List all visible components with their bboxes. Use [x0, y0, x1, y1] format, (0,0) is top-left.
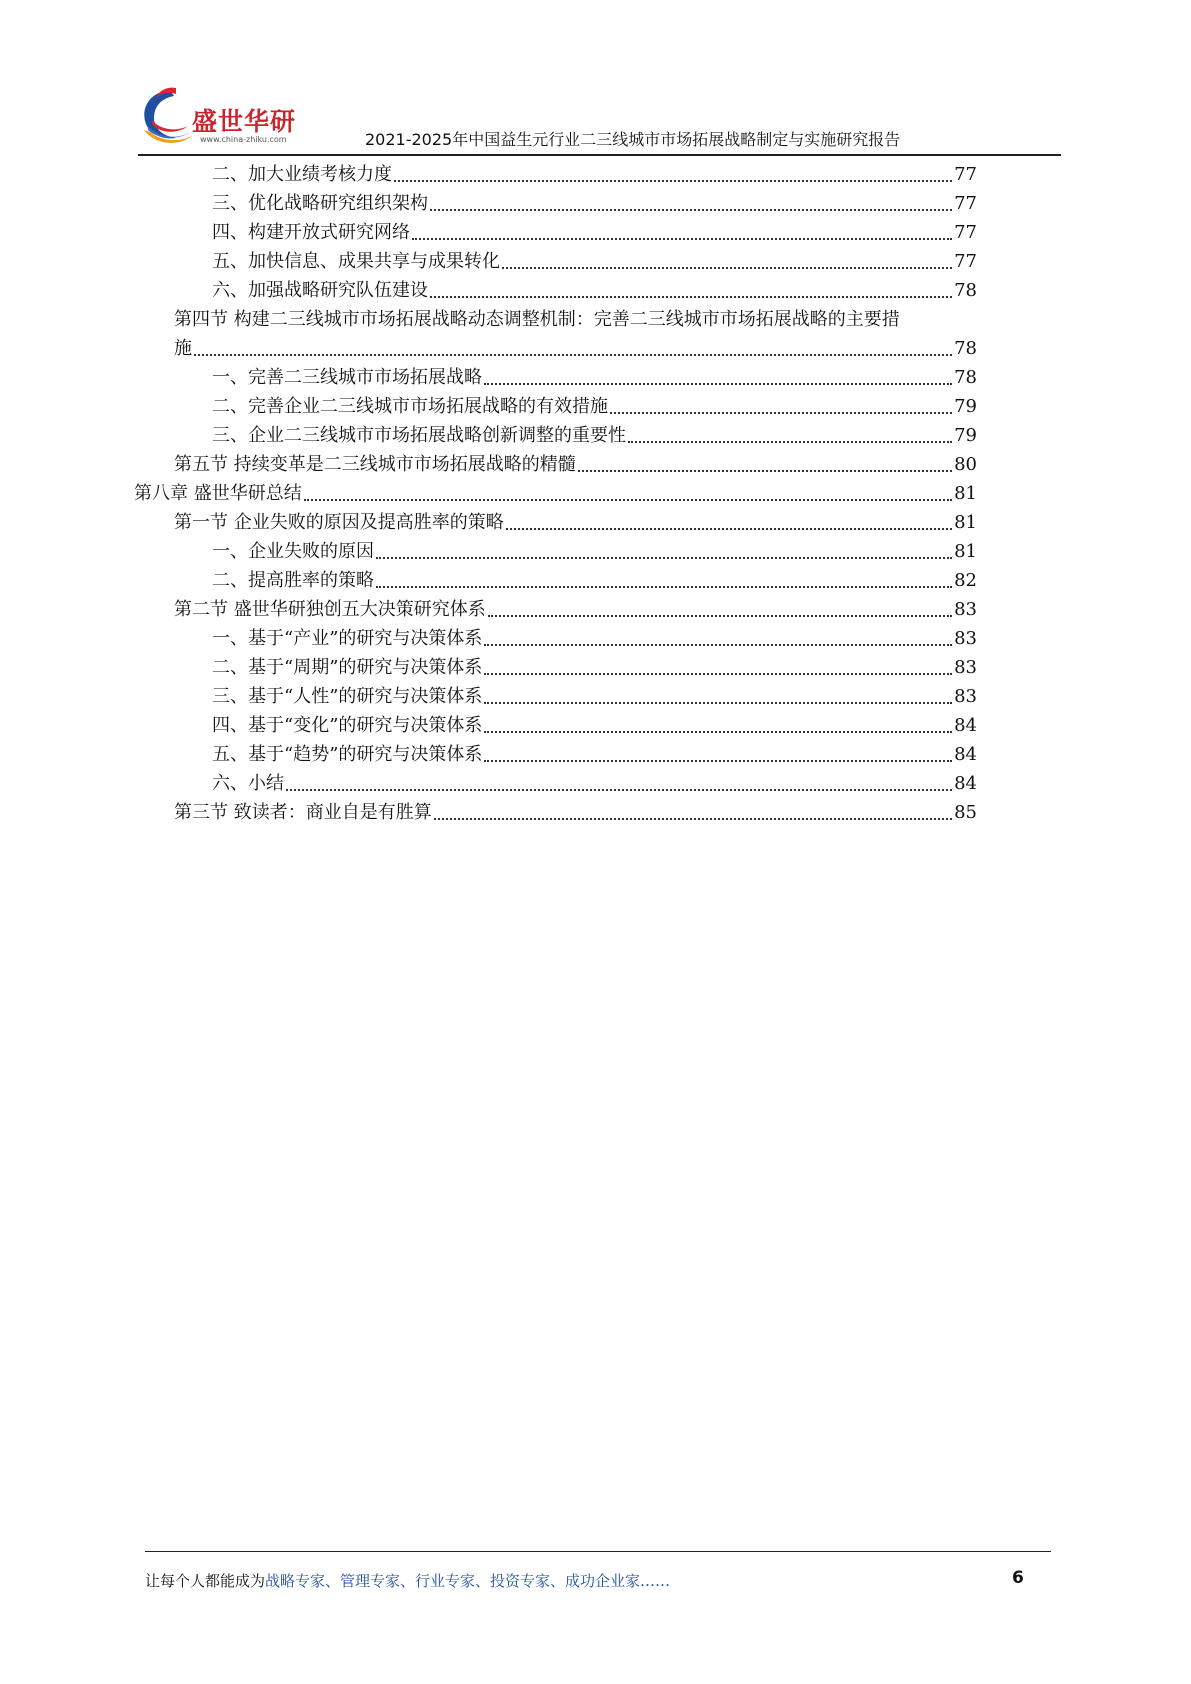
- toc-entry-title: 六、小结: [212, 773, 284, 794]
- toc-leader-dots: [484, 731, 952, 733]
- toc-entry-title: 四、基于“变化”的研究与决策体系: [212, 715, 483, 736]
- toc-entry[interactable]: [174, 595, 977, 625]
- toc-entry-page: 79: [954, 425, 977, 446]
- toc-entry[interactable]: [212, 421, 977, 451]
- toc-entry[interactable]: [212, 160, 977, 190]
- toc-entry-page: 83: [954, 599, 977, 620]
- toc-leader-dots: [488, 615, 952, 617]
- toc-entry-title: 二、完善企业二三线城市市场拓展战略的有效措施: [212, 396, 608, 417]
- toc-entry-title: 五、加快信息、成果共享与成果转化: [212, 251, 500, 272]
- toc-leader-dots: [194, 354, 952, 356]
- toc-entry[interactable]: [212, 392, 977, 422]
- footer-slogan-highlight: 战略专家、管理专家、行业专家、投资专家、成功企业家……: [265, 1572, 671, 1590]
- toc-entry-page: 83: [954, 686, 977, 707]
- toc-entry-title: 三、基于“人性”的研究与决策体系: [212, 686, 483, 707]
- toc-entry-page: 78: [954, 367, 977, 388]
- toc-entry[interactable]: [212, 682, 977, 712]
- toc-entry-page: 77: [954, 164, 977, 185]
- toc-entry-page: 81: [954, 512, 977, 533]
- toc-entry-page: 79: [954, 396, 977, 417]
- toc-leader-dots: [578, 470, 952, 472]
- logo-text: 盛世华研: [192, 107, 297, 136]
- toc-entry[interactable]: [174, 798, 977, 828]
- toc-leader-dots: [484, 644, 952, 646]
- toc-leader-dots: [394, 180, 952, 182]
- logo-swirl-icon: [140, 84, 200, 150]
- toc-leader-dots: [484, 702, 952, 704]
- toc-leader-dots: [412, 238, 952, 240]
- toc-entry-page: 83: [954, 657, 977, 678]
- toc-entry-title: 二、基于“周期”的研究与决策体系: [212, 657, 483, 678]
- toc-entry-title: 第一节 企业失败的原因及提高胜率的策略: [174, 512, 504, 533]
- toc-entry-title: 一、企业失败的原因: [212, 541, 374, 562]
- toc-leader-dots: [304, 499, 952, 501]
- toc-leader-dots: [286, 789, 952, 791]
- toc-leader-dots: [434, 818, 952, 820]
- toc-entry-page: 82: [954, 570, 977, 591]
- toc-entry-continuation: 施: [174, 338, 192, 359]
- toc-leader-dots: [376, 557, 952, 559]
- toc-entry[interactable]: [212, 276, 977, 306]
- toc-entry-title: 第二节 盛世华研独创五大决策研究体系: [174, 599, 486, 620]
- toc-entry-page: 77: [954, 193, 977, 214]
- toc-entry-title: 第三节 致读者：商业自是有胜算: [174, 802, 432, 823]
- toc-entry-title: 四、构建开放式研究网络: [212, 222, 410, 243]
- toc-leader-dots: [610, 412, 952, 414]
- toc-entry-title: 二、提高胜率的策略: [212, 570, 374, 591]
- toc-leader-dots: [506, 528, 952, 530]
- footer-slogan-prefix: 让每个人都能成为: [145, 1572, 266, 1590]
- header-divider: [138, 154, 1061, 156]
- toc-leader-dots: [430, 296, 952, 298]
- company-logo: [140, 84, 310, 150]
- toc-entry-page: 81: [954, 483, 977, 504]
- toc-entry-title: 三、优化战略研究组织架构: [212, 193, 428, 214]
- toc-entry-title: 五、基于“趋势”的研究与决策体系: [212, 744, 483, 765]
- toc-entry-title: 第五节 持续变革是二三线城市市场拓展战略的精髓: [174, 454, 576, 475]
- toc-entry-page: 78: [954, 338, 977, 359]
- toc-entry[interactable]: [174, 508, 977, 538]
- toc-entry[interactable]: [134, 479, 977, 509]
- toc-entry-page: 78: [954, 280, 977, 301]
- toc-entry-page: 77: [954, 222, 977, 243]
- toc-entry[interactable]: [212, 189, 977, 219]
- toc-leader-dots: [430, 209, 952, 211]
- toc-entry-page: 83: [954, 628, 977, 649]
- toc-entry[interactable]: [212, 624, 977, 654]
- toc-leader-dots: [484, 383, 952, 385]
- toc-entry[interactable]: [212, 247, 977, 277]
- page-number: 6: [1012, 1568, 1024, 1588]
- toc-entry-page: 80: [954, 454, 977, 475]
- toc-entry[interactable]: [212, 711, 977, 741]
- footer-slogan: [145, 1570, 670, 1591]
- toc-entry[interactable]: [174, 450, 977, 480]
- toc-entry-title: 一、基于“产业”的研究与决策体系: [212, 628, 483, 649]
- toc-entry-page: 84: [954, 715, 977, 736]
- toc-entry-page: 84: [954, 744, 977, 765]
- toc-entry[interactable]: [212, 740, 977, 770]
- toc-entry-title[interactable]: 第四节 构建二三线城市市场拓展战略动态调整机制：完善二三线城市市场拓展战略的主要措: [174, 309, 900, 330]
- toc-leader-dots: [376, 586, 952, 588]
- footer-divider: [145, 1551, 1051, 1552]
- toc-entry-title: 第八章 盛世华研总结: [134, 483, 302, 504]
- toc-leader-dots: [502, 267, 952, 269]
- toc-entry[interactable]: [212, 218, 977, 248]
- toc-leader-dots: [484, 673, 952, 675]
- toc-entry[interactable]: [212, 566, 977, 596]
- toc-entry-page: 84: [954, 773, 977, 794]
- toc-entry-title: 六、加强战略研究队伍建设: [212, 280, 428, 301]
- toc-entry[interactable]: [212, 769, 977, 799]
- toc-entry-page: 85: [954, 802, 977, 823]
- toc-leader-dots: [628, 441, 952, 443]
- toc-entry-title: 二、加大业绩考核力度: [212, 164, 392, 185]
- toc-entry-title: 三、企业二三线城市市场拓展战略创新调整的重要性: [212, 425, 626, 446]
- toc-entry[interactable]: [212, 537, 977, 567]
- logo-url: www.china-zhiku.com: [200, 135, 287, 144]
- toc-entry-page: 77: [954, 251, 977, 272]
- toc-entry-title: 一、完善二三线城市市场拓展战略: [212, 367, 482, 388]
- toc-entry[interactable]: [212, 653, 977, 683]
- toc-leader-dots: [484, 760, 952, 762]
- toc-entry[interactable]: [212, 363, 977, 393]
- toc-entry-page: 81: [954, 541, 977, 562]
- report-title: 2021-2025年中国益生元行业二三线城市市场拓展战略制定与实施研究报告: [365, 130, 901, 149]
- toc-entry[interactable]: [174, 334, 977, 364]
